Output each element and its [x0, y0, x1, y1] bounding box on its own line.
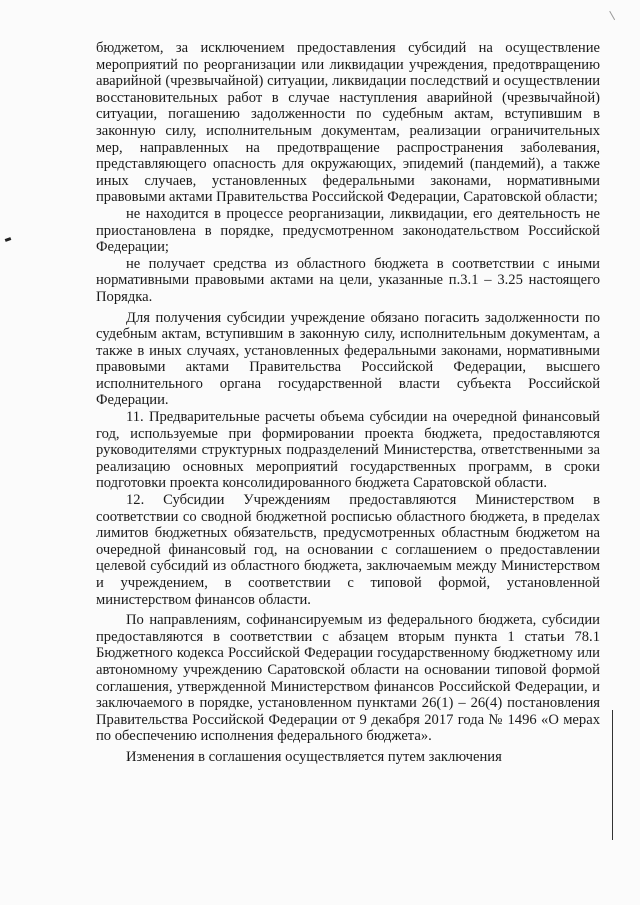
paragraph-not-receiving-funds: не получает средства из областного бюджета в соответствии с иными нормативными правовыми актами на цели, указанные п.3.1 – 3.25 настоящего Порядка.	[96, 255, 600, 305]
document-body	[96, 40, 600, 766]
margin-pen-mark	[5, 237, 12, 242]
paragraph-continuation: бюджетом, за исключением предоставления субсидий на осуществление мероприятий по реорганизации или ликвидации учреждения, предотвращению аварийной (чрезвычайной) ситуации, ликвидации последствий и осуществлении восстановительных работ в случае наступления аварийной (чрезвычайной) ситуации, погашению задолженности по судебным актам, вступившим в законную силу, исполнительным документам, реализации ограничительных мер, направленных на предотвращение распространения заболевания, представляющего опасность для окружающих, эпидемий (пандемий), а также иных случаев, установленных федеральными законами, нормативными правовыми актами Правительства Российской Федерации, Саратовской области;	[96, 40, 600, 206]
paragraph-federal-cofinancing: По направлениям, софинансируемым из федерального бюджета, субсидии предоставляются в соответствии с абзацем вторым пункта 1 статьи 78.1 Бюджетного кодекса Российской Федерации государственному бюджетному или автономному учреждению Саратовской области на основании типовой формой соглашения, утвержденной Министерством финансов Российской Федерации, и заключаемого в порядке, установленном пунктами 26(1) – 26(4) постановления Правительства Российской Федерации от 9 декабря 2017 года № 1496 «О мерах по обеспечению исполнения федерального бюджета».	[96, 612, 600, 745]
scan-corner-mark	[609, 6, 624, 20]
paragraph-clause-12: 12. Субсидии Учреждениям предоставляются Министерством в соответствии со сводной бюджетной росписью областного бюджета, в пределах лимитов бюджетных обязательств, предусмотренных областным бюджетом на очередной финансовый год, на основании с соглашением о предоставлении целевой субсидий из областного бюджета, заключаемым между Министерством и учреждением, в соответствии с типовой формой, установленной министерством финансов области.	[96, 492, 600, 608]
paragraph-debt-repayment: Для получения субсидии учреждение обязано погасить задолженности по судебным актам, вступившим в законную силу, исполнительным документам, а также в иных случаях, установленных федеральными законами, нормативными правовыми актами Правительства Российской Федерации, высшего исполнительного органа государственной власти субъекта Российской Федерации.	[96, 309, 600, 409]
paragraph-clause-11: 11. Предварительные расчеты объема субсидии на очередной финансовый год, используемые при формировании проекта бюджета, предоставляются руководителями структурных подразделений Министерства, ответственными за реализацию основных мероприятий государственных программ, в сроки подготовки проекта консолидированного бюджета Саратовской области.	[96, 409, 600, 492]
paragraph-not-reorganizing: не находится в процессе реорганизации, ликвидации, его деятельность не приостановлена в порядке, предусмотренном законодательством Российской Федерации;	[96, 205, 600, 256]
paragraph-agreement-changes: Изменения в соглашения осуществляется путем заключения	[126, 748, 502, 765]
scan-edge-line	[612, 710, 613, 840]
